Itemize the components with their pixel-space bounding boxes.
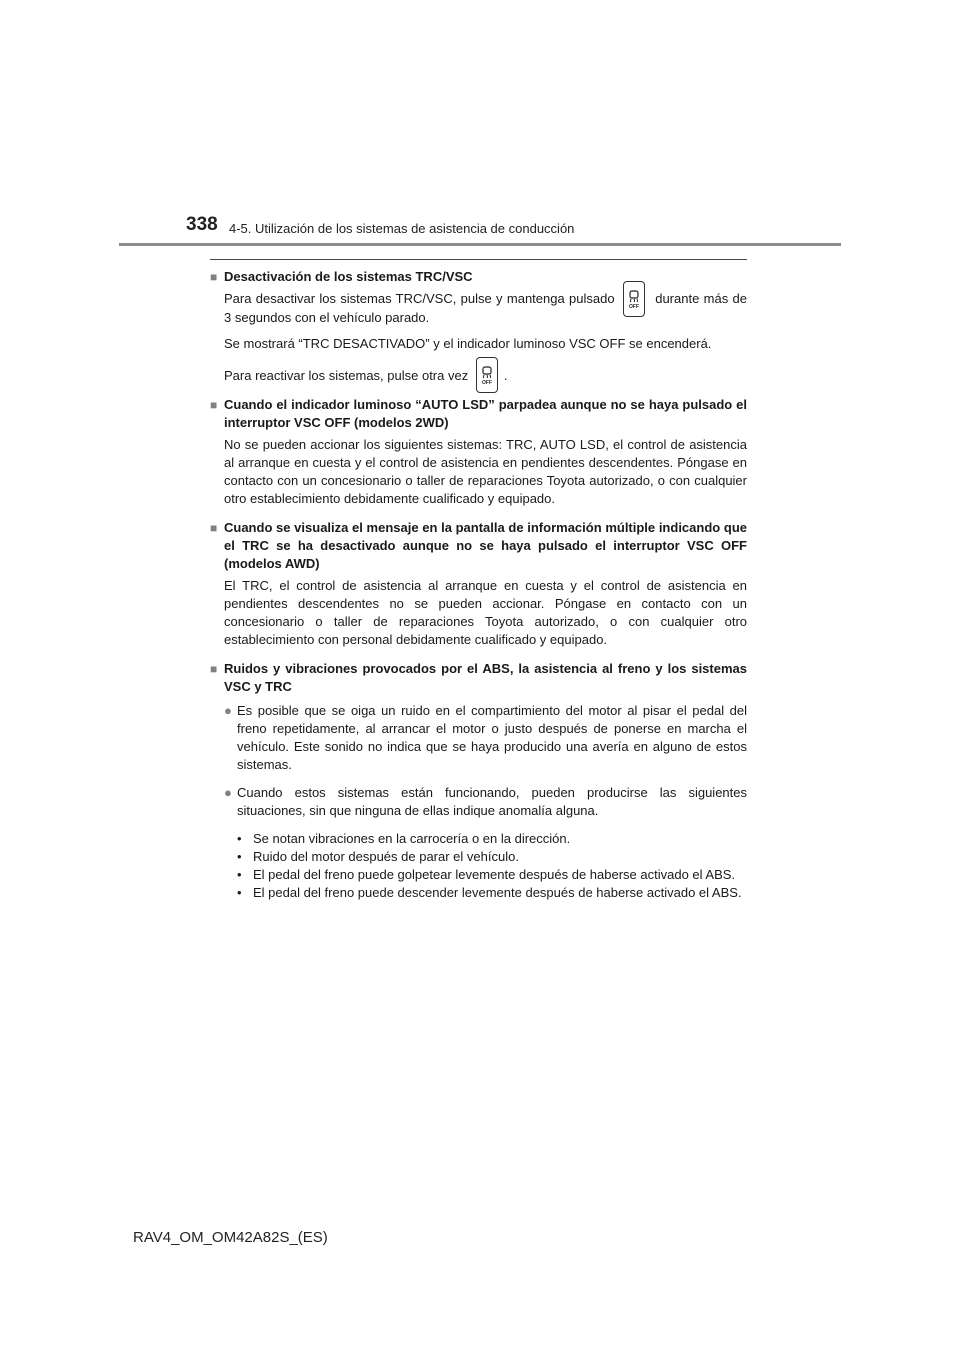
paragraph: Para desactivar los sistemas TRC/VSC, pulse y mantenga pulsado OFF durante más de 3 segundos con el vehículo parado. [224, 290, 747, 327]
section-heading: ■ Cuando se visualiza el mensaje en la pantalla de información múltiple indicando que el TRC se ha desactivado aunque no se haya pulsado el interruptor VSC OFF (modelos AWD) [210, 520, 747, 572]
square-bullet-icon: ■ [210, 398, 218, 413]
paragraph: Se mostrará “TRC DESACTIVADO” y el indicador luminoso VSC OFF se encenderá. [224, 335, 712, 351]
section-divider [210, 259, 747, 260]
header-rule [119, 243, 841, 246]
list-item: • El pedal del freno puede descender levemente después de haberse activado el ABS. [237, 885, 742, 901]
list-item: • Ruido del motor después de parar el vehículo. [237, 849, 519, 865]
section-noise-vibration [210, 660, 747, 902]
section-trc-off-message [210, 519, 747, 649]
circle-bullet-icon: ● [224, 785, 232, 801]
vsc-off-switch-icon [623, 281, 645, 317]
vsc-off-switch-icon [476, 357, 498, 393]
section-heading: ■ Desactivación de los sistemas TRC/VSC [210, 269, 473, 284]
section-auto-lsd-flashing [210, 396, 747, 508]
list-item: • El pedal del freno puede golpetear levemente después de haberse activado el ABS. [237, 867, 736, 883]
situation-list [237, 830, 747, 902]
paragraph: El TRC, el control de asistencia al arranque en cuesta y el control de asistencia en pendientes descendentes no se pueden accionar. Póngase en contacto con un concesionario o taller de reparaciones Toyota autorizado, o con cualquier otro establecimiento con personal debidamente cualificado y equipado. [224, 578, 747, 648]
section-trc-vsc-deactivation [210, 268, 747, 385]
vsc-off-label: OFF [628, 303, 639, 310]
square-bullet-icon: ■ [210, 270, 218, 284]
list-item: ● Es posible que se oiga un ruido en el compartimiento del motor al pisar el pedal del freno repetidamente, al arrancar el motor o justo después de ponerse en marcha el vehículo. Este sonido no indica que se haya producido una avería en alguno de estos sistemas. [224, 703, 747, 773]
list-item: ● Cuando estos sistemas están funcionando, pueden producirse las siguientes situaciones, sin que ninguna de ellas indique anomalía alguna. [224, 785, 747, 819]
section-heading: ■ Ruidos y vibraciones provocados por el ABS, la asistencia al freno y los sistemas VSC y TRC [210, 661, 747, 695]
main-content [210, 268, 747, 913]
paragraph: Para reactivar los sistemas, pulse otra vez OFF . [224, 367, 747, 386]
section-title: 4-5. Utilización de los sistemas de asistencia de conducción [229, 221, 575, 236]
paragraph: No se pueden accionar los siguientes sistemas: TRC, AUTO LSD, el control de asistencia al arranque en cuesta y el control de asistencia en pendientes descendentes. Póngase en contacto con un concesionario o taller de reparaciones Toyota autorizado, o con cualquier otro establecimiento debidamente cualificado y equipado. [224, 437, 747, 507]
document-code: RAV4_OM_OM42A82S_(ES) [133, 1229, 328, 1246]
list-item: • Se notan vibraciones en la carrocería o en la dirección. [237, 831, 571, 847]
circle-bullet-icon: ● [224, 703, 232, 719]
square-bullet-icon: ■ [210, 662, 218, 677]
page-number: 338 [186, 214, 218, 235]
section-heading: ■ Cuando el indicador luminoso “AUTO LSD” parpadea aunque no se haya pulsado el interruptor VSC OFF (modelos 2WD) [210, 397, 747, 431]
vsc-off-label: OFF [481, 380, 492, 387]
square-bullet-icon: ■ [210, 521, 218, 536]
